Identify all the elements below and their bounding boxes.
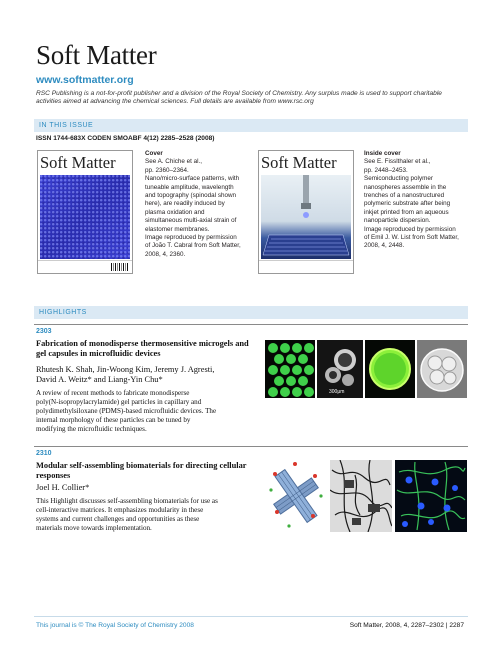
abstract-line: A review of recent methods to fabricate monodisperse: [36, 389, 190, 397]
inside-cover-line: pp. 2448–2453.: [364, 166, 408, 174]
journal-url[interactable]: www.softmatter.org: [36, 74, 134, 86]
inside-cover-line: polymeric substrate after being: [364, 200, 451, 208]
highlight-abstract: [36, 497, 258, 533]
cover-line: See A. Chiche et al.,: [145, 158, 203, 166]
footer-divider: [34, 616, 468, 617]
divider: [34, 324, 468, 325]
fibril-micrograph: [330, 460, 392, 532]
abstract-line: This Highlight discusses self-assembling biomaterials for use as: [36, 497, 218, 505]
highlight-authors: [36, 365, 258, 386]
cover-line: plasma oxidation and: [145, 208, 205, 216]
scale-bar-label: 300μm: [329, 389, 345, 395]
highlights-heading: HIGHLIGHTS: [34, 306, 468, 319]
highlight-page-number: 2303: [36, 328, 52, 335]
cover-line: here), are readily induced by: [145, 200, 225, 208]
inside-cover-line: trenches of a nanostructured: [364, 192, 445, 200]
highlight-abstract: [36, 389, 258, 434]
journal-note: RSC Publishing is a not-for-profit publisher and a division of the Royal Society of Chemistry. Any surplus made is used to support charitable activities aimed at advancing the chemical sciences. Full details are available from www.rsc.org: [36, 90, 442, 106]
cover-line: elastomer membranes.: [145, 225, 210, 233]
cover-line: tuneable amplitude, wavelength: [145, 183, 234, 191]
cover-line: simultaneous multi-axial strain of: [145, 217, 237, 225]
abstract-line: materials move towards implementation.: [36, 524, 152, 532]
abstract-line: systems and current challenges and opportunities as these: [36, 515, 200, 523]
journal-title: Soft Matter: [36, 40, 157, 70]
highlight-title[interactable]: [36, 339, 258, 360]
inside-cover-image: [261, 175, 351, 259]
cover-thumbnail-title: Soft Matter: [40, 153, 116, 172]
abstract-line: polydimethylsiloxane (PDMS)-based microfluidic devices. The: [36, 407, 217, 415]
abstract-line: poly(N-isopropylacrylamide) gel particles in capillary and: [36, 398, 202, 406]
highlight-authors: [36, 483, 258, 493]
gel-capsule-image: [317, 340, 363, 398]
highlight-title-line: gel capsules in microfluidic devices: [36, 349, 161, 359]
self-assembly-schematic: [265, 460, 327, 532]
in-this-issue-heading: IN THIS ISSUE: [34, 119, 468, 132]
highlight-page-number: 2310: [36, 450, 52, 457]
divider: [34, 446, 468, 447]
inside-cover-thumbnail-title: Soft Matter: [261, 153, 337, 172]
issn-line: ISSN 1744-683X CODEN SMOABF 4(12) 2285–2528 (2008): [36, 135, 215, 142]
highlight-title-line: Fabrication of monodisperse thermosensitive microgels and: [36, 339, 249, 348]
cell-fluorescence-image: [395, 460, 467, 532]
inside-cover-footer: [259, 260, 353, 273]
highlight-title-line: responses: [36, 471, 71, 481]
highlight-author-line: David A. Weitz* and Liang-Yin Chu*: [36, 375, 163, 385]
inside-cover-thumbnail[interactable]: [258, 150, 354, 274]
highlight-author-line: Joel H. Collier*: [36, 483, 90, 492]
cover-line: Nano/micro-surface patterns, with: [145, 175, 240, 183]
inside-cover-line: See E. Fisslthaler et al.,: [364, 158, 431, 166]
inside-cover-line: inkjet printed from an aqueous: [364, 208, 449, 216]
inside-cover-line: 2008, 4, 2448.: [364, 242, 405, 250]
inside-cover-description: [364, 150, 468, 251]
multi-core-capsule-image: [417, 340, 467, 398]
cover-description: [145, 150, 245, 259]
inside-cover-line: Image reproduced by permission: [364, 225, 456, 233]
barcode-icon: [111, 263, 129, 271]
inside-cover-line: nanospheres assemble in the: [364, 183, 447, 191]
cover-footer: [38, 260, 132, 273]
footer-citation: Soft Matter, 2008, 4, 2287–2302 | 2287: [349, 622, 464, 629]
cover-line: of João T. Cabral from Soft Matter,: [145, 242, 241, 250]
inside-cover-heading: Inside cover: [364, 150, 401, 157]
cover-line: pp. 2360–2364.: [145, 166, 189, 174]
abstract-line: cell-interactive matrices. It emphasizes modularity in these: [36, 506, 204, 514]
inside-cover-line: of Emil J. W. List from Soft Matter,: [364, 234, 459, 242]
cover-line: and topography (spinodal shown: [145, 192, 237, 200]
cover-heading: Cover: [145, 150, 163, 157]
microgel-image: [265, 340, 315, 398]
inside-cover-line: Semiconducting polymer: [364, 175, 433, 183]
highlight-title[interactable]: [36, 461, 258, 482]
abstract-line: internal morphology of these particles can be tuned by: [36, 416, 191, 424]
footer-copyright: This journal is © The Royal Society of Chemistry 2008: [36, 622, 194, 629]
cover-image: [40, 175, 130, 259]
cover-line: Image reproduced by permission: [145, 234, 237, 242]
cover-line: 2008, 4, 2360.: [145, 250, 186, 258]
inside-cover-line: nanoparticle dispersion.: [364, 217, 431, 225]
highlight-author-line: Rhutesh K. Shah, Jin-Woong Kim, Jeremy J. Agresti,: [36, 365, 215, 374]
cover-thumbnail[interactable]: [37, 150, 133, 274]
highlight-title-line: Modular self-assembling biomaterials for directing cellular: [36, 461, 247, 470]
fluorescent-capsule-image: [365, 340, 415, 398]
abstract-line: modifying the microfluidic techniques.: [36, 425, 147, 433]
